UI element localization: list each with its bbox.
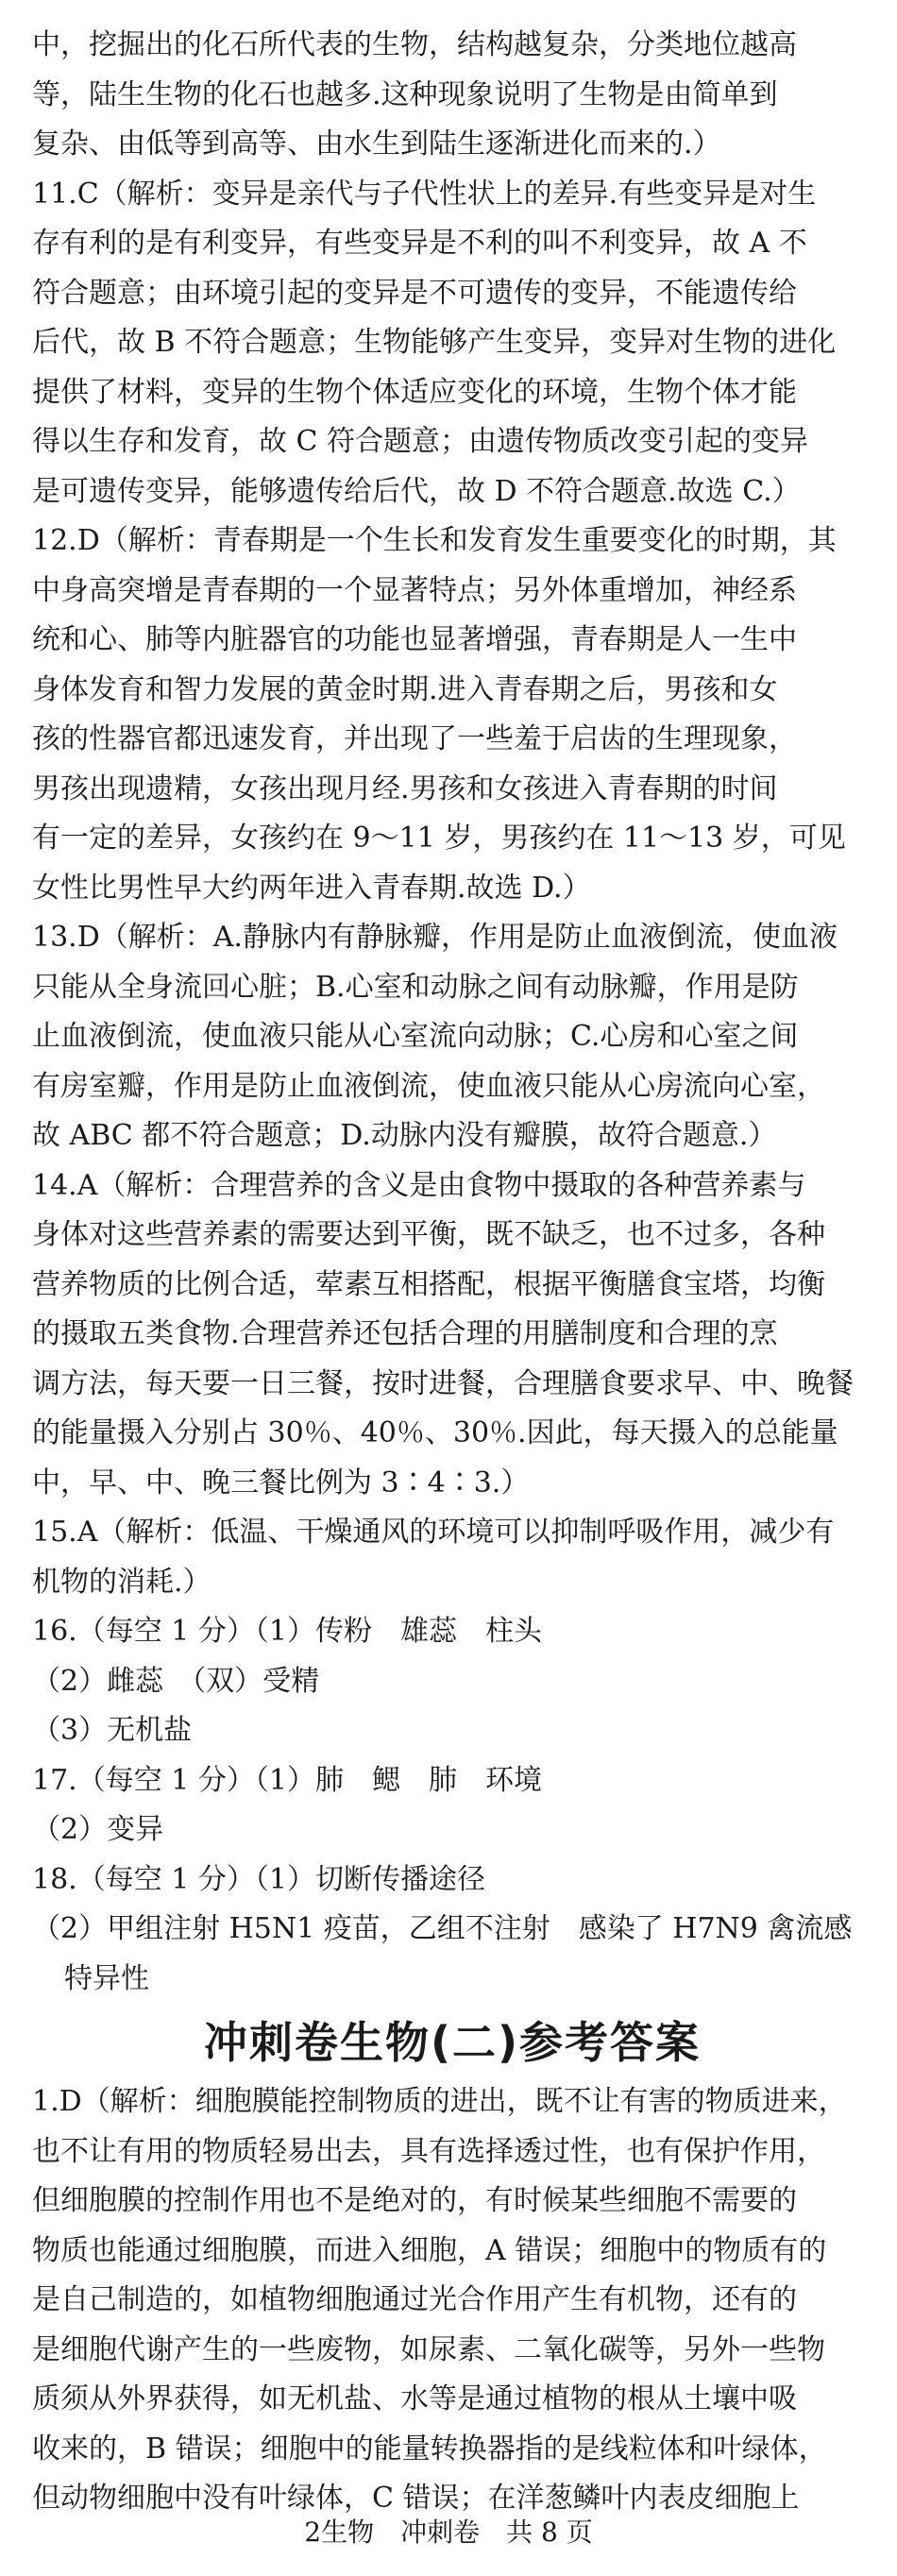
text-line: 是细胞代谢产生的一些废物，如尿素、二氧化碳等，另外一些物 — [32, 2332, 825, 2366]
text-line: 故 ABC 都不符合题意；D.动脉内没有瓣膜，故符合题意.） — [32, 1119, 777, 1152]
text-line: 止血液倒流，使血液只能从心室流向动脉；C.心房和心室之间 — [32, 1020, 799, 1053]
text-line: 中，早、中、晚三餐比例为 3∶4∶3.） — [32, 1466, 530, 1500]
text-line: 孩的性器官都迅速发育，并出现了一些羞于启齿的生理现象， — [32, 722, 797, 755]
answer-16-line: 16.（每空 1 分）（1）传粉 雄蕊 柱头 — [32, 1615, 542, 1648]
text-line: 营养物质的比例合适，荤素互相搭配，根据平衡膳食宝塔，均衡 — [32, 1267, 825, 1301]
text-line: 身体发育和智力发展的黄金时期.进入青春期之后，男孩和女 — [32, 672, 778, 706]
text-line: （2）变异 — [32, 1813, 164, 1846]
text-line: 中，挖掘出的化石所代表的生物，结构越复杂，分类地位越高 — [32, 28, 797, 61]
section-title: 冲刺卷生物(二)参考答案 — [203, 2017, 702, 2068]
answer-17-line: 17.（每空 1 分）（1）肺 鳃 肺 环境 — [32, 1763, 542, 1797]
text-line: （2）雌蕊 （双）受精 — [32, 1664, 320, 1698]
text-line: 有一定的差异，女孩约在 9～11 岁，男孩约在 11～13 岁，可见 — [32, 822, 846, 855]
text-line: 但细胞膜的控制作用也不是绝对的，有时候某些细胞不需要的 — [32, 2184, 797, 2217]
text-line: 收来的，B 错误；细胞中的能量转换器指的是线粒体和叶绿体， — [32, 2432, 827, 2466]
answer-1-line: 1.D（解析：细胞膜能控制物质的进出，既不让有害的物质进来， — [32, 2085, 847, 2118]
text-line: 得以生存和发育，故 C 符合题意；由遗传物质改变引起的变异 — [32, 425, 809, 458]
text-line: 中身高突增是青春期的一个显著特点；另外体重增加，神经系 — [32, 573, 797, 607]
text-line: 存有利的是有利变异，有些变异是不利的叫不利变异，故 A 不 — [32, 227, 807, 260]
text-line: 机物的消耗.） — [32, 1565, 212, 1599]
answer-15-line: 15.A（解析：低温、干燥通风的环境可以抑制呼吸作用，减少有 — [32, 1516, 835, 1549]
text-line: 是自己制造的，如植物细胞通过光合作用产生有机物，还有的 — [32, 2283, 797, 2316]
answer-section-2 — [32, 2077, 872, 2524]
answer-11-line: 11.C（解析：变异是亲代与子代性状上的差异.有些变异是对生 — [32, 177, 817, 211]
text-line: 特异性 — [64, 1961, 149, 1995]
text-line: 女性比男性早大约两年进入青春期.故选 D.） — [32, 871, 591, 905]
text-line: 调方法，每天要一日三餐，按时进餐，合理膳食要求早、中、晚餐 — [32, 1366, 854, 1400]
answer-section-1 — [32, 21, 872, 2004]
answer-12-line: 12.D（解析：青春期是一个生长和发育发生重要变化的时期，其 — [32, 524, 837, 557]
text-line: 提供了材料，变异的生物个体适应变化的环境，生物个体才能 — [32, 375, 797, 409]
answer-14-line: 14.A（解析：合理营养的含义是由食物中摄取的各种营养素与 — [32, 1168, 806, 1202]
text-line: 等，陆生生物的化石也越多.这种现象说明了生物是由简单到 — [32, 77, 778, 111]
text-line: 物质也能通过细胞膜，而进入细胞，A 错误；细胞中的物质有的 — [32, 2233, 827, 2267]
text-line: 符合题意；由环境引起的变异是不可遗传的变异，不能遗传给 — [32, 276, 797, 310]
text-line: 也不让有用的物质轻易出去，具有选择透过性，也有保护作用， — [32, 2134, 825, 2168]
text-line: 复杂、由低等到高等、由水生到陆生逐渐进化而来的.） — [32, 127, 721, 161]
text-line: 男孩出现遗精，女孩出现月经.男孩和女孩进入青春期的时间 — [32, 771, 778, 805]
page-footer: 2生物 冲刺卷 共 8 页 — [304, 2517, 593, 2548]
answer-18-line: 18.（每空 1 分）（1）切断传播途径 — [32, 1862, 485, 1896]
text-line: （2）甲组注射 H5N1 疫苗，乙组不注射 感染了 H7N9 禽流感 — [32, 1912, 853, 1945]
text-line: 统和心、肺等内脏器官的功能也显著增强，青春期是人一生中 — [32, 623, 797, 656]
text-line: 身体对这些营养素的需要达到平衡，既不缺乏，也不过多，各种 — [32, 1218, 825, 1251]
text-line: 有房室瓣，作用是防止血液倒流，使血液只能从心房流向心室， — [32, 1069, 825, 1103]
text-line: 质须从外界获得，如无机盐、水等是通过植物的根从土壤中吸 — [32, 2382, 797, 2415]
text-line: 但动物细胞中没有叶绿体，C 错误；在洋葱鳞叶内表皮细胞上 — [32, 2482, 800, 2515]
answer-13-line: 13.D（解析：A.静脉内有静脉瓣，作用是防止血液倒流，使血液 — [32, 921, 838, 954]
text-line: 的能量摄入分别占 30％、40％、30％.因此，每天摄入的总能量 — [32, 1416, 838, 1449]
text-line: 后代，故 B 不符合题意；生物能够产生变异，变异对生物的进化 — [32, 326, 837, 359]
text-line: 的摄取五类食物.合理营养还包括合理的用膳制度和合理的烹 — [32, 1317, 778, 1350]
text-line: （3）无机盐 — [32, 1714, 193, 1747]
text-line: 是可遗传变异，能够遗传给后代，故 D 不符合题意.故选 C.） — [32, 474, 801, 508]
text-line: 只能从全身流回心脏；B.心室和动脉之间有动脉瓣，作用是防 — [32, 970, 799, 1004]
